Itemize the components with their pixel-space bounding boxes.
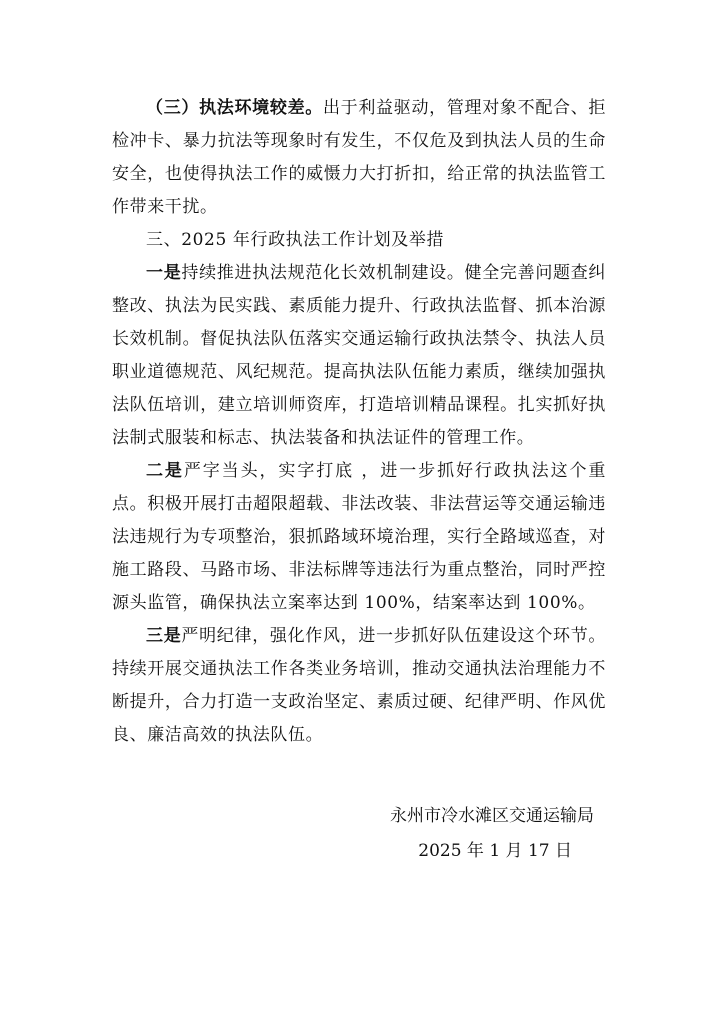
paragraph-text: 严字当头，实字打底 ，进一步抓好行政执法这个重点。积极开展打击超限超载、非法改装、非法营运等交通运输违法违规行为专项整治，狠抓路域环境治理，实行全路域巡查，对施工路段、马路市场、非法标牌等违法行为重点整治，同时严控源头监管，确保执法立案率达到 100%，结案率达到 100%。 (112, 461, 607, 613)
paragraph-enforcement-environment (112, 92, 606, 224)
paragraph-lead: 二是 (146, 461, 184, 481)
paragraph-measure-three (112, 620, 606, 752)
paragraph-measure-one (112, 257, 606, 455)
section-heading-2025-plan (112, 224, 606, 257)
paragraph-lead: （三）执法环境较差。 (146, 98, 323, 118)
paragraph-lead: 三是 (146, 626, 182, 646)
signoff-block (390, 799, 594, 869)
paragraph-measure-two (112, 455, 606, 620)
paragraph-text: 出于利益驱动，管理对象不配合、拒检冲卡、暴力抗法等现象时有发生，不仅危及到执法人员的生命安全，也使得执法工作的威慑力大打折扣，给正常的执法监管工作带来干扰。 (112, 98, 607, 217)
signoff-date: 2025 年 1 月 17 日 (418, 841, 572, 861)
paragraph-text: 严明纪律，强化作风，进一步抓好队伍建设这个环节。持续开展交通执法工作各类业务培训，推动交通执法治理能力不断提升，合力打造一支政治坚定、素质过硬、纪律严明、作风优良、廉洁高效的执法队伍。 (112, 626, 607, 745)
paragraph-lead: 一是 (146, 263, 182, 283)
paragraph-text: 持续推进执法规范化长效机制建设。健全完善问题查纠整改、执法为民实践、素质能力提升、行政执法监督、抓本治源长效机制。督促执法队伍落实交通运输行政执法禁令、执法人员职业道德规范、风纪规范。提高执法队伍能力素质，继续加强执法队伍培训，建立培训师资库，打造培训精品课程。扎实抓好执法制式服装和标志、执法装备和执法证件的管理工作。 (112, 263, 607, 448)
signoff-organization: 永州市冷水滩区交通运输局 (390, 806, 594, 826)
section-heading-text: 三、2025 年行政执法工作计划及举措 (146, 230, 445, 250)
document-body (112, 92, 606, 752)
